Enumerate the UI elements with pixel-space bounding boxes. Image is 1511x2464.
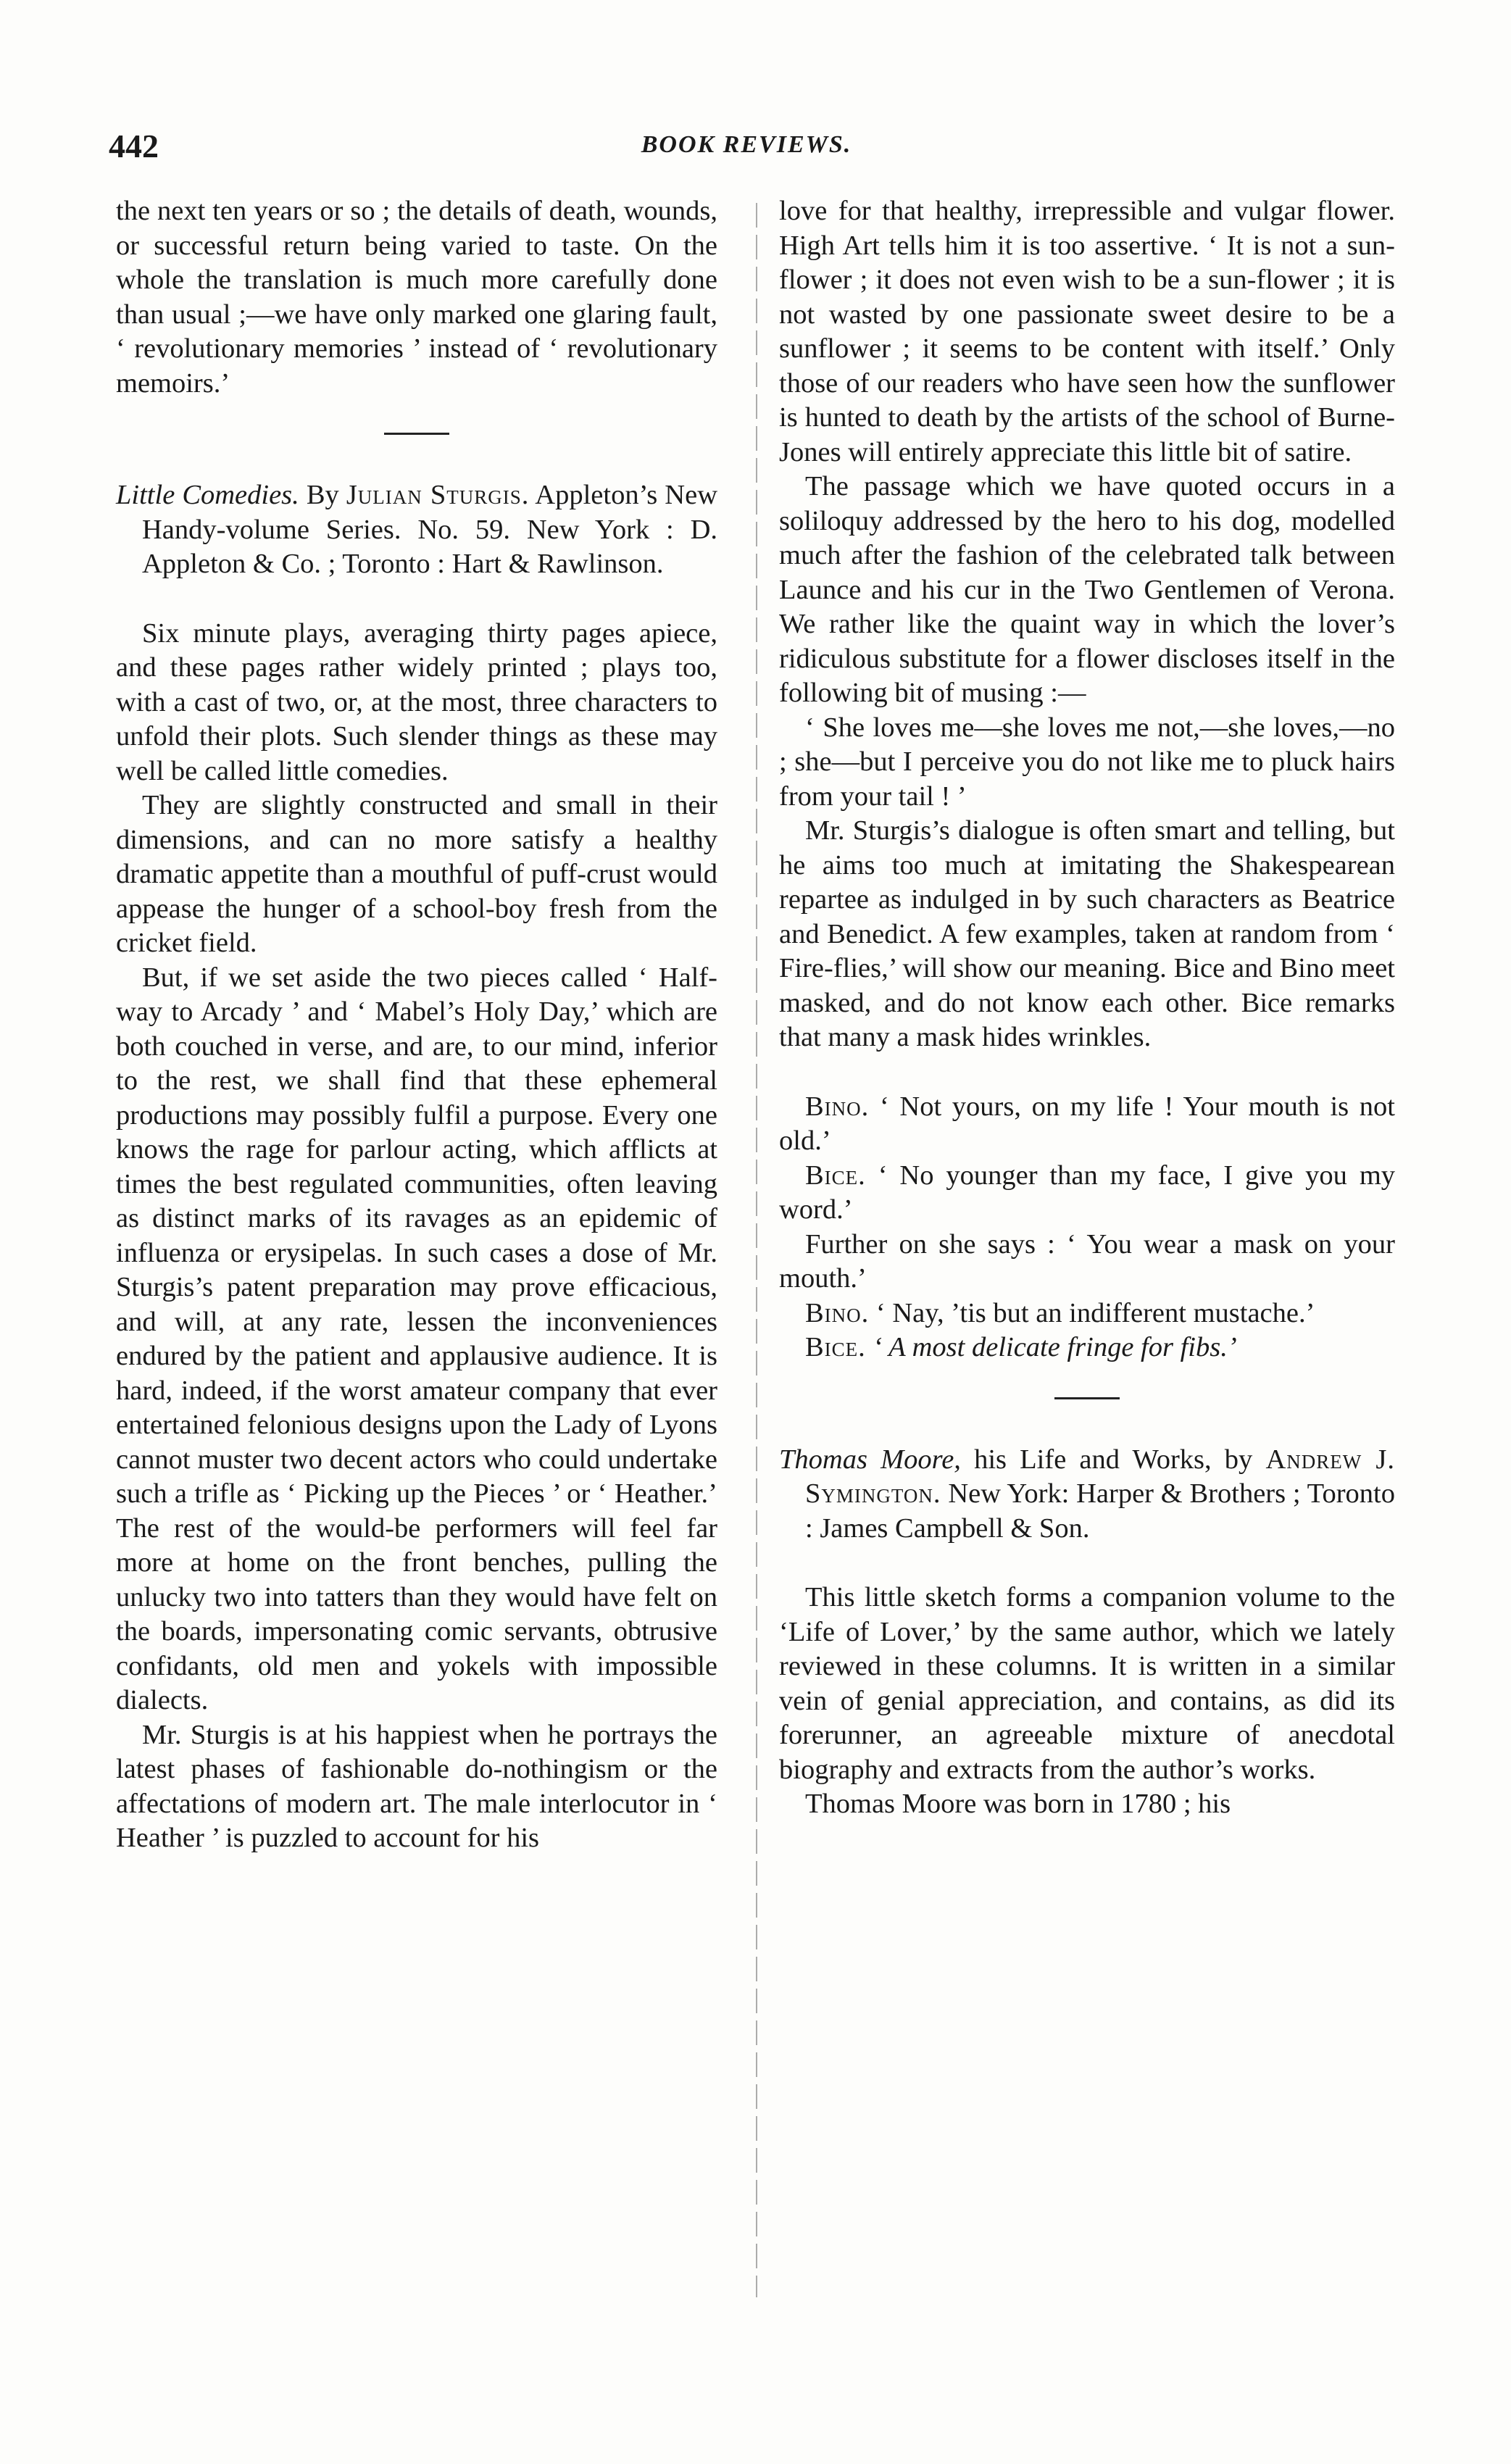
book-author: Andrew J. Symington. <box>805 1444 1396 1509</box>
dialogue-line <box>779 1159 1395 1228</box>
dialogue-speaker: Bice. <box>805 1160 866 1191</box>
book-author: Julian Sturgis. <box>346 480 530 510</box>
left-column <box>116 194 717 1856</box>
review-heading-little-comedies <box>116 478 717 582</box>
section-separator <box>384 433 449 435</box>
right-column <box>779 194 1395 1822</box>
review-paragraph: Thomas Moore was born in 1780 ; his <box>805 1789 1231 1819</box>
review-paragraph: love for that healthy, irrepressible and vulgar flower. High Art tells him it is too assertive. ‘ It is not a sun-flower ; it does not even wish to be a sun-flower ; it is not wasted by one passionate sweet desire to be a sunflower ; it seems to be content with itself.’ Only those of our readers who have seen how the sunflower is hunted to death by the artists of the school of Burne-Jones will entirely appreciate this little bit of satire. <box>779 196 1395 467</box>
book-publisher: New York: Harper & Brothers ; Toronto : James Campbell & Son. <box>805 1478 1395 1544</box>
book-publisher: Appleton’s New Handy-volume Series. No. 59. New York : D. Appleton & Co. ; Toronto : Hart & Rawlinson. <box>142 480 717 579</box>
dialogue-line <box>779 1090 1395 1159</box>
review-paragraph: Mr. Sturgis’s dialogue is often smart and telling, but he aims too much at imitating the Shakespearean repartee as indulged in by such characters as Beatrice and Benedict. A few examples, taken at random from ‘ Fire-flies,’ will show our meaning. Bice and Bino meet masked, and do not know each other. Bice remarks that many a mask hides wrinkles. <box>779 815 1395 1052</box>
quoted-passage: ‘ She loves me—she loves me not,—she loves,—no ; she—but I perceive you do not like me to pluck hairs from your tail ! ’ <box>779 712 1395 812</box>
book-title: Little Comedies. <box>116 480 299 510</box>
dialogue-text: ‘ A most delicate fringe for fibs.’ <box>873 1332 1237 1362</box>
dialogue-line <box>779 1228 1395 1296</box>
dialogue-text: ‘ Not yours, on my life ! Your mouth is not old.’ <box>779 1091 1395 1156</box>
page-number: 442 <box>109 128 159 165</box>
dialogue-speaker: Bino. <box>805 1091 870 1122</box>
review-paragraph: But, if we set aside the two pieces called ‘ Half-way to Arcady ’ and ‘ Mabel’s Holy Day,’ which are both couched in verse, and are, to our mind, inferior to the rest, we shall find that these ephemeral productions may possibly fulfil a purpose. Every one knows the rage for parlour acting, which afflicts at times the best regulated communities, often leaving as distinct marks of its ravages as an epidemic of influenza or erysipelas. In such cases a dose of Mr. Sturgis’s patent preparation may prove efficacious, and will, at any rate, lessen the inconveniences endured by the patient and applausive audience. It is hard, indeed, if the worst amateur company that ever entertained felonious designs upon the Lady of Lyons cannot muster two decent actors who could undertake such a trifle as ‘ Picking up the Pieces ’ or ‘ Heather.’ The rest of the would-be performers will feel far more at home on the front benches, pulling the unlucky two into tatters than they would have felt on the boards, impersonating comic servants, obtrusive confidants, old men and yokels with impossible dialects. <box>116 962 717 1715</box>
intro-paragraph: the next ten years or so ; the details of death, wounds, or successful return being varied to taste. On the whole the translation is much more carefully done than usual ;—we have only marked one glaring fault, ‘ revolutionary memories ’ instead of ‘ revolutionary memoirs.’ <box>116 196 717 399</box>
dialogue-block <box>779 1090 1395 1365</box>
review-heading-thomas-moore <box>779 1443 1395 1547</box>
review-paragraph: The passage which we have quoted occurs in a soliloquy addressed by the hero to his dog, modelled much after the fashion of the celebrated talk between Launce and his cur in the Two Gentlemen of Verona. We rather like the quaint way in which the lover’s ridiculous substitute for a flower discloses itself in the following bit of musing :— <box>779 471 1395 708</box>
by-word: By <box>306 480 339 510</box>
review-paragraph: This little sketch forms a companion volume to the ‘Life of Lover,’ by the same author, which we lately reviewed in these columns. It is written in a similar vein of genial appreciation, and contains, as did its forerunner, an agreeable mixture of anecdotal biography and extracts from the author’s works. <box>779 1582 1395 1785</box>
review-paragraph: They are slightly constructed and small in their dimensions, and can no more satisfy a healthy dramatic appetite than a mouthful of puff-crust would appease the hunger of a school-boy fresh from the cricket field. <box>116 790 717 958</box>
running-title: BOOK REVIEWS. <box>641 131 852 158</box>
review-paragraph: Six minute plays, averaging thirty pages apiece, and these pages rather widely printed ; plays too, with a cast of two, or, at the most, three characters to unfold their plots. Such slender things as these may well be called little comedies. <box>116 617 717 786</box>
review-paragraph: Mr. Sturgis is at his happiest when he portrays the latest phases of fashionable do-nothingism or the affectations of modern art. The male interlocutor in ‘ Heather ’ is puzzled to account for his <box>116 1719 717 1853</box>
section-separator <box>1054 1397 1120 1399</box>
dialogue-speaker: Bice. <box>805 1332 866 1362</box>
dialogue-text: ‘ Nay, ’tis but an indifferent mustache.’ <box>875 1297 1315 1328</box>
dialogue-line <box>779 1331 1395 1365</box>
book-title: Thomas Moore, <box>779 1444 961 1475</box>
dialogue-line <box>779 1296 1395 1331</box>
dialogue-text: Further on she says : ‘ You wear a mask on your mouth.’ <box>779 1228 1395 1294</box>
dialogue-speaker: Bino. <box>805 1297 870 1328</box>
dialogue-text: ‘ No younger than my face, I give you my word.’ <box>779 1160 1396 1225</box>
column-divider <box>756 203 757 2297</box>
page-header <box>109 127 1384 178</box>
book-subtitle: his Life and Works, by <box>974 1444 1253 1475</box>
